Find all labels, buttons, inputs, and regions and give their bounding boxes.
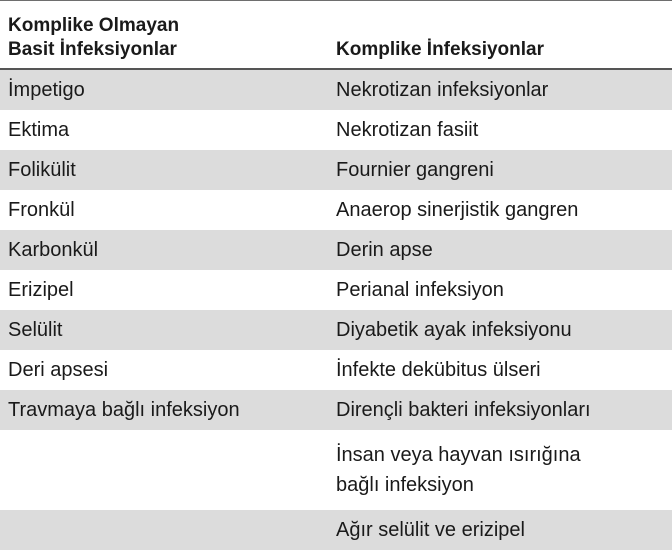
complicated-infection-line1: İnsan veya hayvan ısırığına [336,444,581,466]
simple-infection-cell: Travmaya bağlı infeksiyon [8,399,240,421]
simple-infection-cell: Erizipel [8,279,74,301]
complicated-infection-cell: Diyabetik ayak infeksiyonu [336,319,572,341]
complicated-infection-cell: Nekrotizan fasiit [336,119,479,141]
table-row [0,190,672,230]
simple-infection-cell: Karbonkül [8,239,99,261]
table-row [0,150,672,190]
simple-infection-cell: İmpetigo [8,79,85,101]
complicated-infection-line2: bağlı infeksiyon [336,474,474,496]
table-row [0,270,672,310]
complicated-infection-cell: Anaerop sinerjistik gangren [336,199,579,221]
simple-infection-cell: Fronkül [8,199,75,221]
complicated-infection-cell: Ağır selülit ve erizipel [336,519,525,541]
simple-infection-cell: Folikülit [8,159,76,181]
complicated-infection-cell: İnfekte dekübitus ülseri [336,359,541,381]
table-row [0,350,672,390]
table-row [0,310,672,350]
simple-infection-cell: Ektima [8,119,70,141]
table-row [0,230,672,270]
table-row [0,70,672,110]
header-simple-infections [0,14,328,68]
header-complicated-infections: Komplike İnfeksiyonlar [336,39,545,60]
complicated-infection-cell: Perianal infeksiyon [336,279,504,301]
table-row [0,110,672,150]
simple-infection-cell: Deri apsesi [8,359,109,381]
table-header [0,1,672,70]
table-row [0,430,672,510]
table-row [0,510,672,550]
complicated-infection-cell: Fournier gangreni [336,159,494,181]
complicated-infection-cell: Nekrotizan infeksiyonlar [336,79,549,101]
simple-infection-cell: Selülit [8,319,63,341]
header-simple-line2: Basit İnfeksiyonlar [8,39,177,60]
table-row [0,390,672,430]
complicated-infection-cell: Derin apse [336,239,433,261]
header-simple-line1: Komplike Olmayan [8,15,180,36]
complicated-infection-cell: Dirençli bakteri infeksiyonları [336,399,591,421]
complicated-infection-cell [328,440,672,500]
